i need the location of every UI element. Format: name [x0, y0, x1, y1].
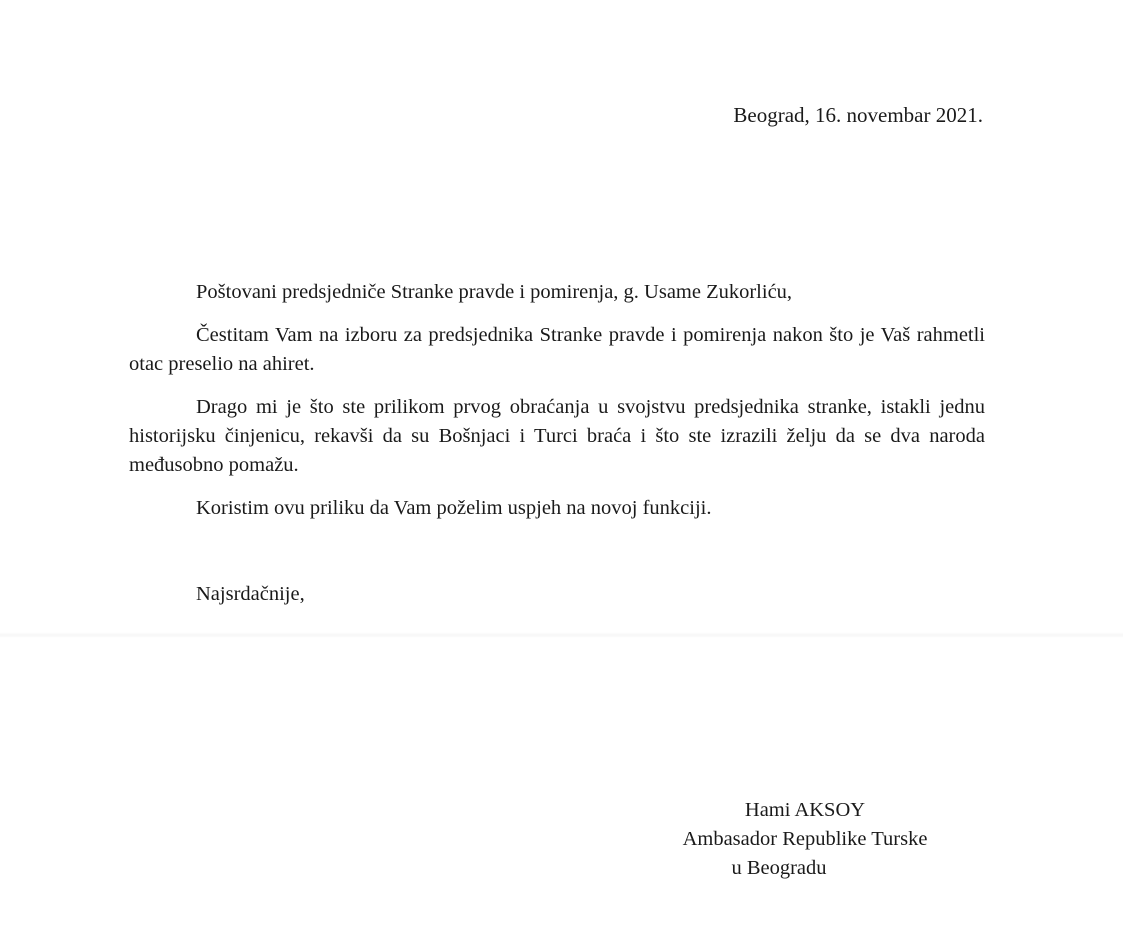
letter-closing: Najsrdačnije,	[196, 583, 305, 605]
letter-paragraph-congratulations: Čestitam Vam na izboru za predsjednika Stranke pravde i pomirenja nakon što je Vaš rahmetli otac preselio na ahiret.	[129, 324, 985, 375]
signatory-title: Ambasador Republike Turske	[682, 828, 928, 850]
letter-salutation: Poštovani predsjedniče Stranke pravde i pomirenja, g. Usame Zukorliću,	[196, 281, 793, 303]
letter-body	[129, 278, 985, 537]
letter-date: Beograd, 16. novembar 2021.	[733, 103, 983, 127]
letter-paragraph-wishes: Koristim ovu priliku da Vam poželim uspjeh na novoj funkciji.	[196, 497, 712, 519]
paper-fold-line	[0, 632, 1123, 638]
signature-block	[640, 796, 970, 883]
signatory-name: Hami AKSOY	[744, 799, 866, 821]
letter-paragraph-statement: Drago mi je što ste prilikom prvog obraćanja u svojstvu predsjednika stranke, istakli jednu historijsku činjenicu, rekavši da su Bošnjaci i Turci braća i što ste izrazili želju da se dva naroda međusobno pomažu.	[129, 396, 985, 476]
signatory-place: u Beogradu	[731, 857, 827, 879]
